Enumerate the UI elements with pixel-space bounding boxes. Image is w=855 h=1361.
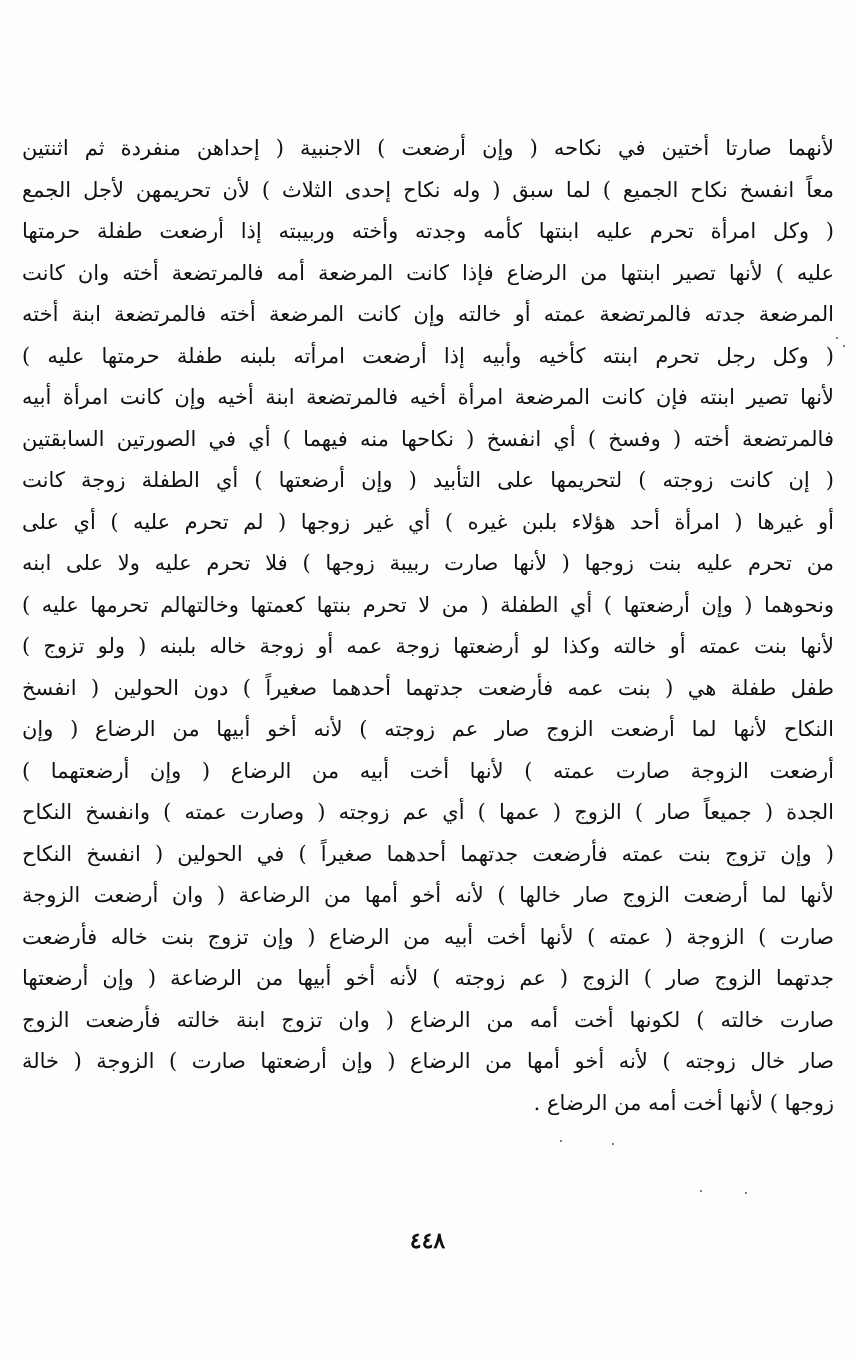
text-line: عليه ) لأنها تصير ابنتها من الرضاع فإذا كانت المرضعة أمه فالمرتضعة أخته وان كانت — [22, 260, 834, 285]
scan-speck — [836, 337, 838, 339]
text-line: الجدة ( جميعاً صار ) الزوج ( عمها ) أي عم زوجته ( وصارت عمته ) وانفسخ النكاح — [22, 800, 834, 824]
text-line: ( وكل رجل تحرم ابنته كأخيه وأبيه إذا أرضعت امرأته بلبنه طفلة حرمتها عليه ) — [22, 343, 834, 368]
text-line: صارت خالته ) لكونها أخت أمه من الرضاع ( وان تزوج ابنة خالته فأرضعت الزوج — [22, 1007, 834, 1032]
text-line: لأنها بنت عمته أو خالته وكذا لو أرضعتها زوجة عمه أو زوجة خاله بلبنه ( ولو تزوج ) — [22, 634, 834, 658]
scan-speck — [745, 1192, 747, 1194]
text-line: ( إن كانت زوجته ) لتحريمها على التأبيد ( وإن أرضعتها ) أي الطفلة زوجة كانت — [22, 468, 834, 492]
text-line: من تحرم عليه بنت زوجها ( لأنها صارت ربيبة زوجها ) فلا تحرم عليه ولا على ابنه — [22, 551, 834, 575]
page-number: ٤٤٨ — [409, 1228, 446, 1254]
text-line: طفل طفلة هي ( بنت عمه فأرضعت جدتهما أحدهما صغيراً ) دون الحولين ( انفسخ — [22, 675, 834, 700]
scan-speck — [612, 1143, 614, 1145]
text-line: أرضعت الزوجة صارت عمته ) لأنها أخت أبيه من الرضاع ( وإن أرضعتهما ) — [22, 758, 834, 783]
text-line: لأنهما صارتا أختين في نكاحه ( وإن أرضعت ) الاجنبية ( إحداهن منفردة ثم اثنتين — [22, 136, 834, 160]
text-line: ونحوهما ( وإن أرضعتها ) أي الطفلة ( من لا تحرم بنتها كعمتها وخالتهالم تحرمها عليه ) — [22, 592, 834, 617]
text-line: المرضعة جدته فالمرتضعة عمته أو خالته وإن كانت المرضعة أخته فالمرتضعة ابنة أخته — [22, 302, 834, 326]
body-text — [22, 128, 834, 1124]
text-line: النكاح لأنها لما أرضعت الزوج صار عم زوجته ) لأنه أخو أبيها من الرضاع ( وإن — [22, 717, 834, 741]
text-line: لأنها لما أرضعت الزوج صار خالها ) لأنه أخو أمها من الرضاعة ( وان أرضعت الزوجة — [22, 883, 834, 907]
text-line: ( وكل امرأة تحرم عليه ابنتها كأمه وجدته وأخته وربيبته إذا أرضعت طفلة حرمتها — [22, 219, 834, 243]
text-line: معاً انفسخ نكاح الجميع ) لما سبق ( وله نكاح إحدى الثلاث ) لأن تحريمهن لأجل الجمع — [22, 177, 834, 202]
scan-speck — [560, 1140, 562, 1142]
text-line: جدتهما الزوج صار ) الزوج ( عم زوجته ) لأنه أخو أبيها من الرضاعة ( وإن أرضعتها — [22, 966, 834, 990]
scan-speck — [700, 1190, 702, 1192]
text-line: صار خال زوجته ) لأنه أخو أمها من الرضاع ( وإن أرضعتها صارت ) الزوجة ( خالة — [22, 1049, 834, 1073]
scan-speck — [843, 345, 845, 347]
text-line: فالمرتضعة أخته ( وفسخ ) أي انفسخ ( نكاحها منه فيهما ) أي في الصورتين السابقتين — [22, 426, 834, 451]
text-line: زوجها ) لأنها أخت أمه من الرضاع . — [533, 1090, 834, 1115]
text-line: ( وإن تزوج بنت عمته فأرضعت جدتهما أحدهما صغيراً ) في الحولين ( انفسخ النكاح — [22, 841, 834, 866]
text-line: صارت ) الزوجة ( عمته ) لأنها أخت أبيه من الرضاع ( وإن تزوج بنت خاله فأرضعت — [22, 924, 834, 949]
text-line: لأنها تصير ابنته فإن كانت المرضعة امرأة أخيه فالمرتضعة ابنة أخيه وإن كانت امرأة أبيه — [22, 385, 834, 409]
text-line: أو غيرها ( امرأة أحد هؤلاء بلبن غيره ) أي غير زوجها ( لم تحرم عليه ) أي على — [22, 509, 834, 534]
